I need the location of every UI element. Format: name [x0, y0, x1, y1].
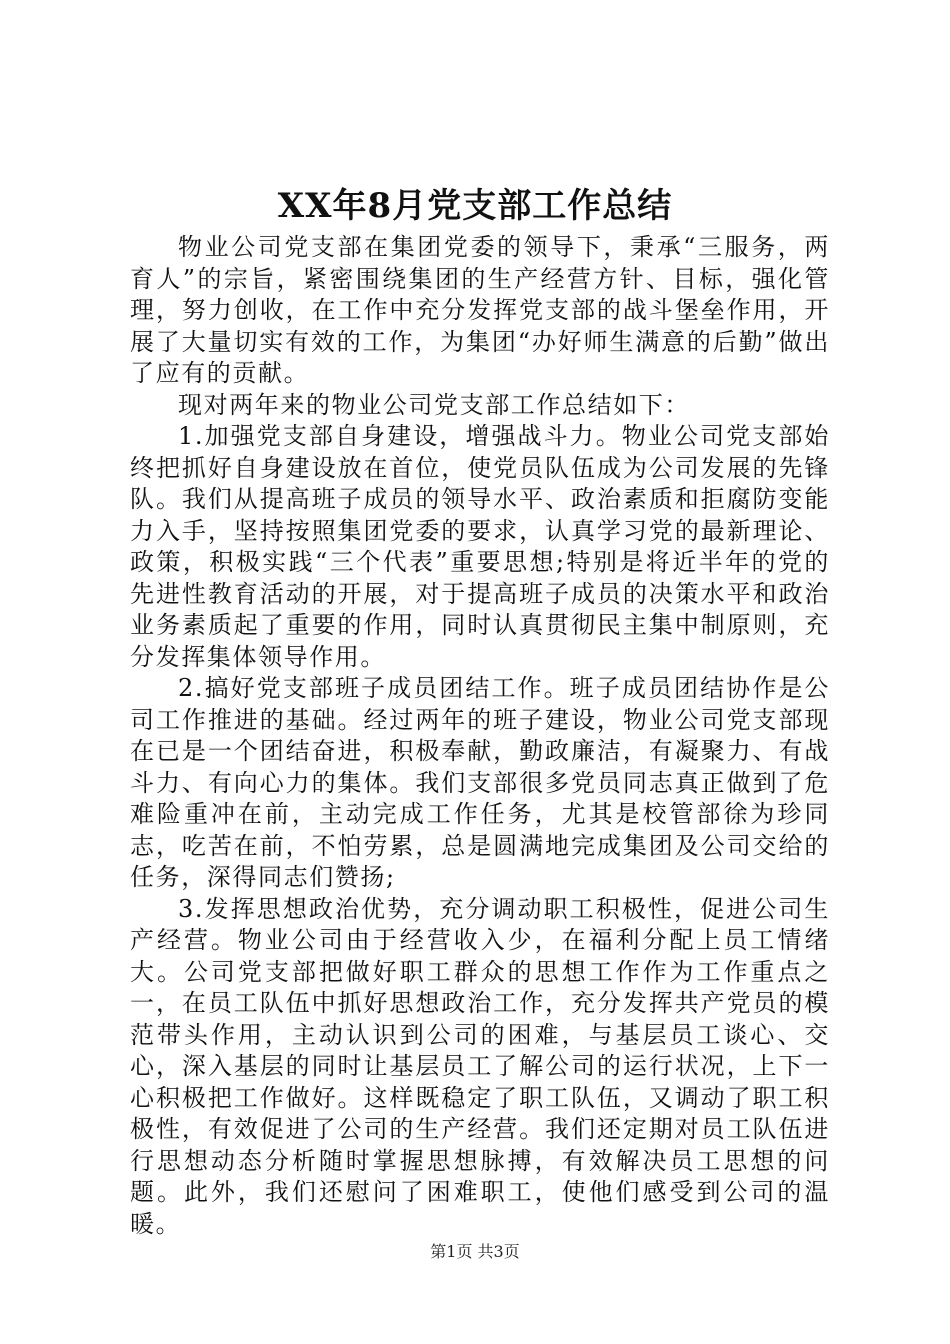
document-body	[130, 232, 830, 1240]
document-title: XX年8月党支部工作总结	[277, 186, 673, 226]
paragraph-summary-lead: 现对两年来的物业公司党支部工作总结如下：	[178, 390, 690, 419]
paragraph-intro: 物业公司党支部在集团党委的领导下，秉承“三服务，两育人”的宗旨，紧密围绕集团的生产经营方针、目标，强化管理，努力创收，在工作中充分发挥党支部的战斗堡垒作用，开展了大量切实有效的工作，为集团“办好师生满意的后勤”做出了应有的贡献。	[130, 233, 830, 387]
page-footer: 第1页 共3页	[430, 1242, 520, 1261]
paragraph-item-2: 2.搞好党支部班子成员团结工作。班子成员团结协作是公司工作推进的基础。经过两年的班子建设，物业公司党支部现在已是一个团结奋进，积极奉献，勤政廉洁，有凝聚力、有战斗力、有向心力的集体。我们支部很多党员同志真正做到了危难险重冲在前，主动完成工作任务，尤其是校管部徐为珍同志，吃苦在前，不怕劳累，总是圆满地完成集团及公司交给的任务，深得同志们赞扬;	[130, 674, 830, 891]
paragraph-item-3: 3.发挥思想政治优势，充分调动职工积极性，促进公司生产经营。物业公司由于经营收入少，在福利分配上员工情绪大。公司党支部把做好职工群众的思想工作作为工作重点之一，在员工队伍中抓好思想政治工作，充分发挥共产党员的模范带头作用，主动认识到公司的困难，与基层员工谈心、交心，深入基层的同时让基层员工了解公司的运行状况，上下一心积极把工作做好。这样既稳定了职工队伍，又调动了职工积极性，有效促进了公司的生产经营。我们还定期对员工队伍进行思想动态分析随时掌握思想脉搏，有效解决员工思想的问题。此外，我们还慰问了困难职工，使他们感受到公司的温暖。	[130, 894, 830, 1238]
paragraph-item-1: 1.加强党支部自身建设，增强战斗力。物业公司党支部始终把抓好自身建设放在首位，使党员队伍成为公司发展的先锋队。我们从提高班子成员的领导水平、政治素质和拒腐防变能力入手，坚持按照集团党委的要求，认真学习党的最新理论、政策，积极实践“三个代表”重要思想;特别是将近半年的党的先进性教育活动的开展，对于提高班子成员的决策水平和政治业务素质起了重要的作用，同时认真贯彻民主集中制原则，充分发挥集体领导作用。	[130, 422, 830, 671]
